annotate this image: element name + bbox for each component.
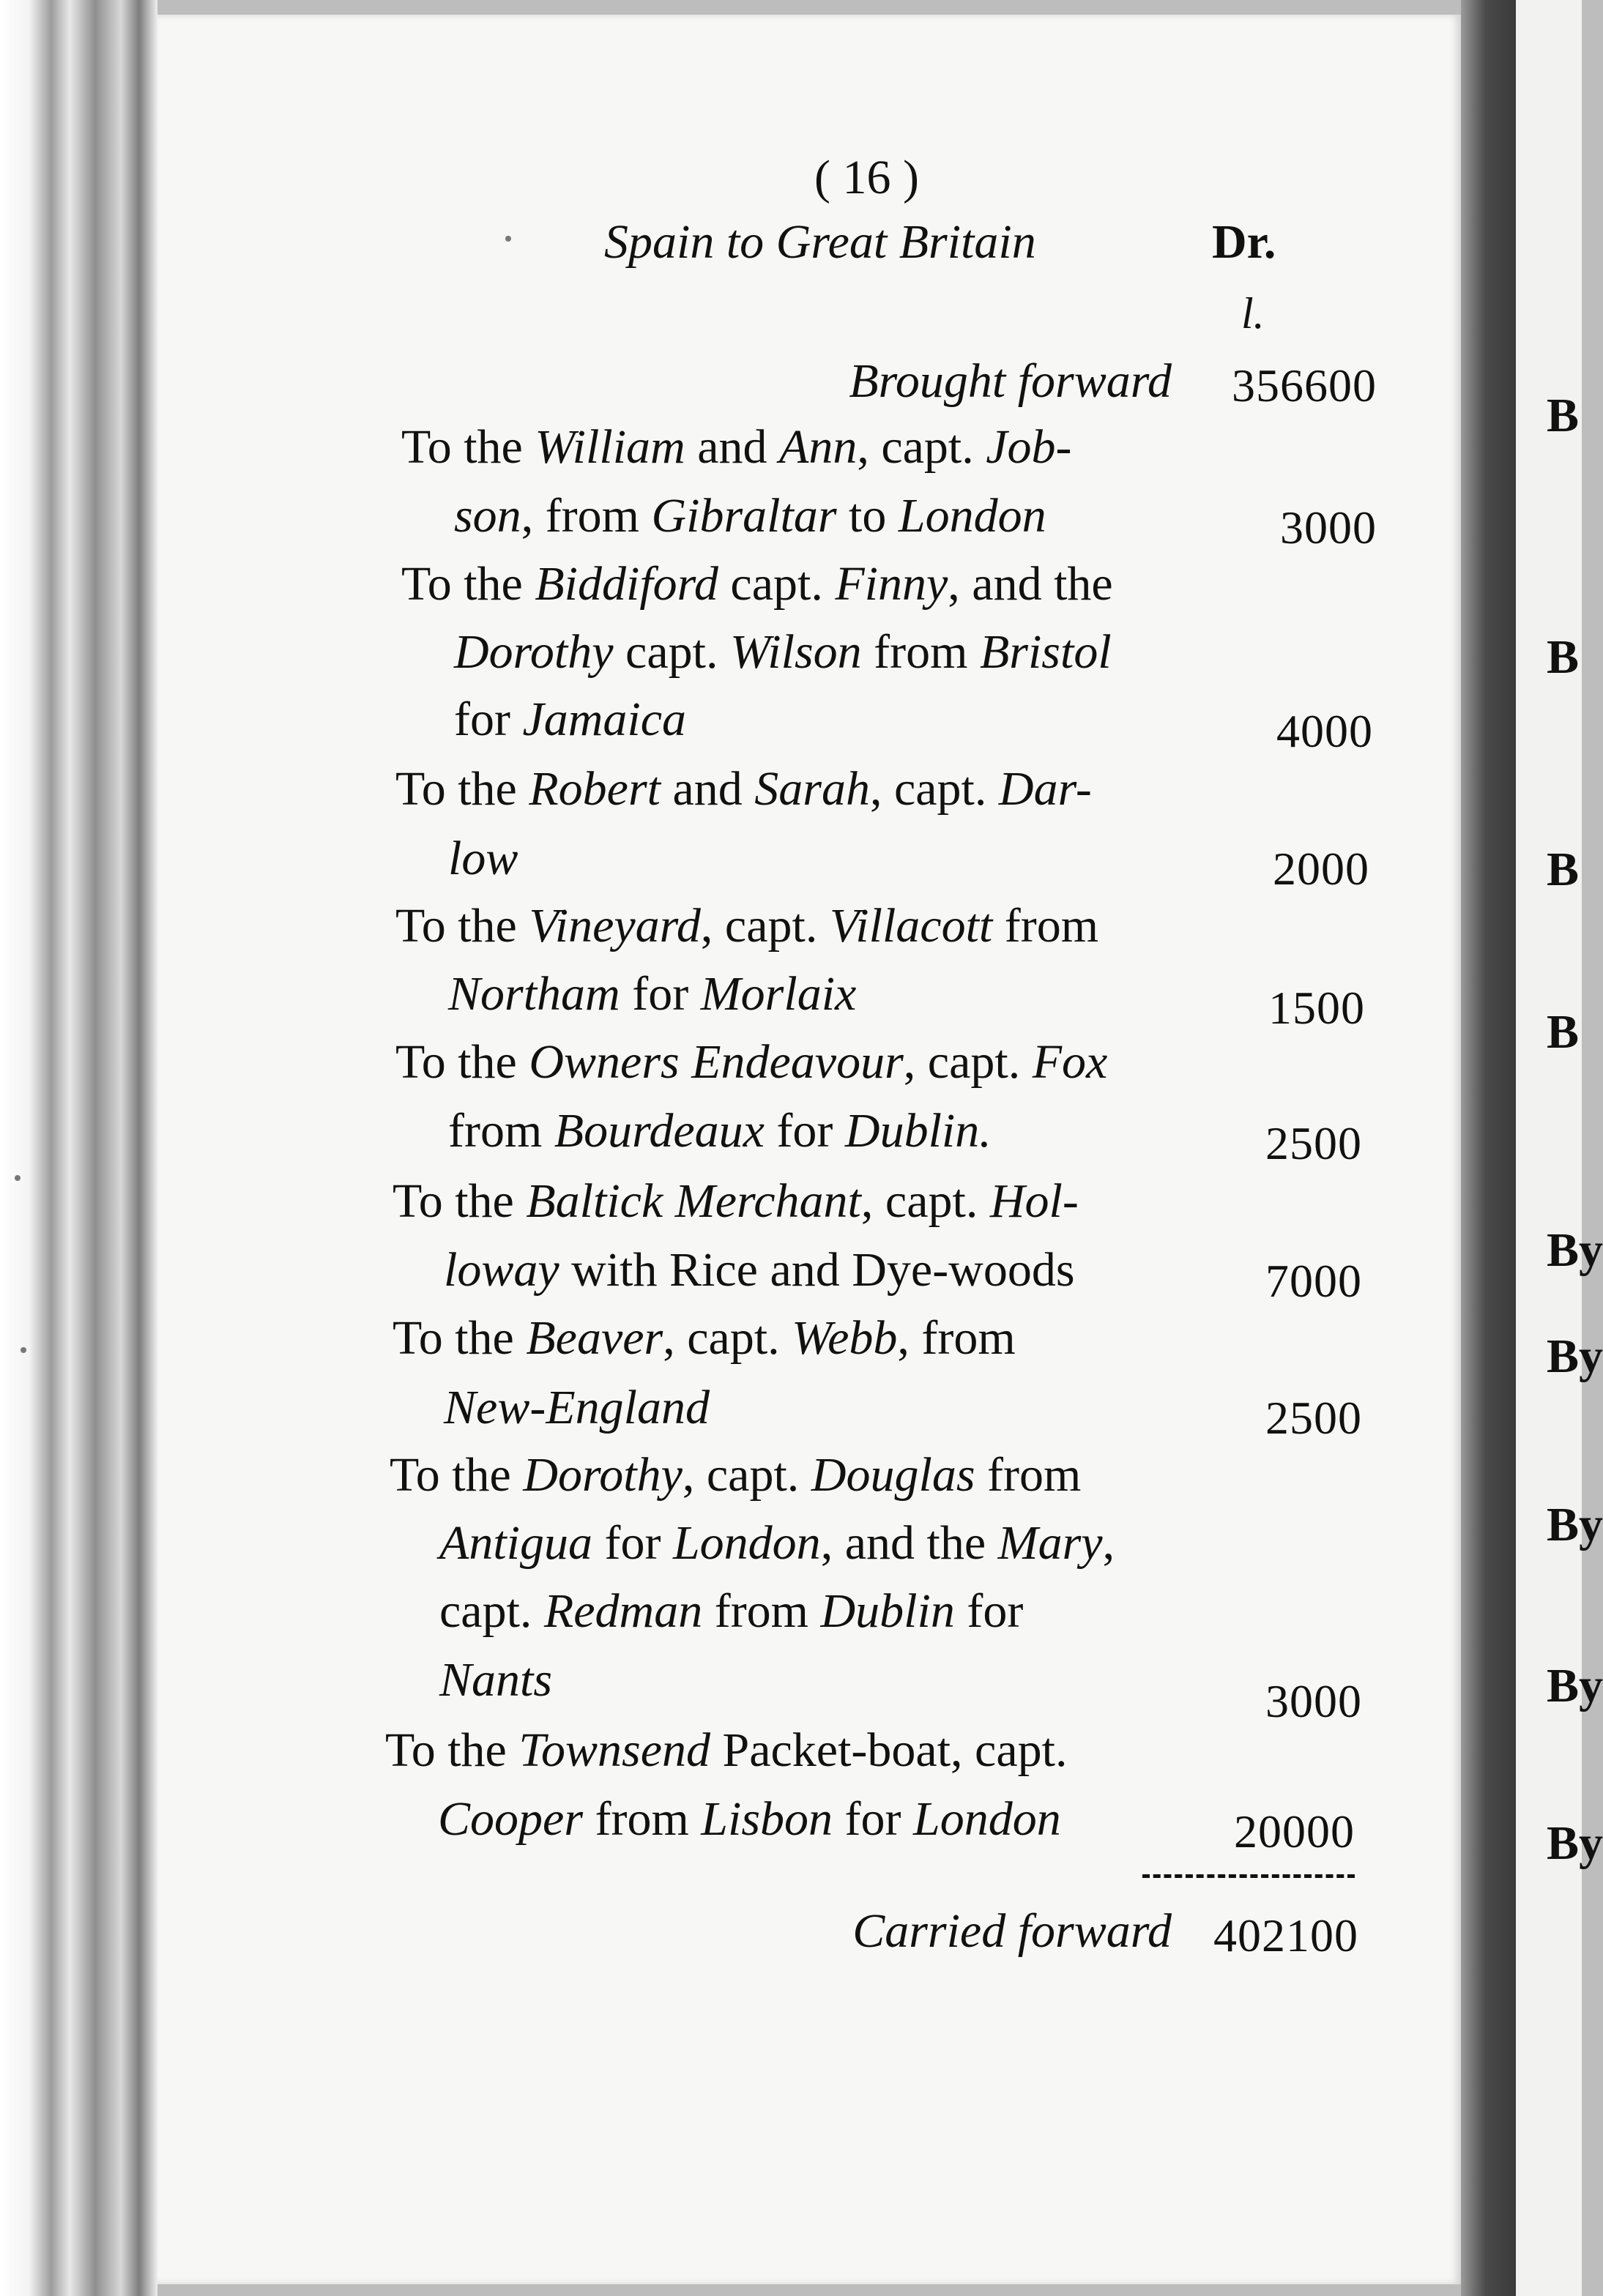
entry-text: Nants	[439, 1653, 553, 1707]
entry-text: , capt.	[700, 899, 830, 953]
entry-amount: 20000	[1234, 1805, 1355, 1857]
entry-text: from	[992, 899, 1099, 953]
book-left-edge	[0, 0, 157, 2296]
entry-text: capt.	[718, 557, 836, 611]
entry-text: , and the	[948, 557, 1113, 611]
entry-text: London	[672, 1516, 821, 1570]
entry-text: for	[454, 693, 523, 746]
entry-text: New-England	[444, 1381, 710, 1434]
entry-line	[393, 1174, 1079, 1228]
entry-line	[395, 762, 1092, 816]
entry-amount: 7000	[1265, 1255, 1362, 1307]
facing-page-glyph: B	[1547, 389, 1580, 442]
entry-text: To the	[385, 1723, 519, 1777]
entry-text: ,	[1102, 1516, 1115, 1570]
entry-text: London	[913, 1792, 1061, 1846]
entry-text: Job-	[986, 420, 1072, 474]
entry-text: for	[620, 967, 701, 1021]
entry-text: Webb	[792, 1311, 898, 1365]
entry-text: Dar-	[998, 762, 1092, 816]
entry-text: for	[833, 1792, 913, 1846]
entry-text: , capt.	[857, 420, 986, 474]
entry-text: , from	[897, 1311, 1016, 1365]
entry-line	[454, 625, 1112, 679]
entry-text: To the	[395, 1035, 529, 1089]
facing-page-glyph: By	[1547, 1223, 1603, 1277]
entry-text: Dorothy	[454, 625, 614, 679]
entry-text: and	[660, 762, 755, 816]
entry-text: with Rice and Dye-woods	[559, 1243, 1075, 1297]
page-number: ( 16 )	[814, 151, 919, 204]
entry-line	[395, 899, 1099, 953]
entry-text: London	[898, 489, 1046, 543]
entry-text: Vineyard	[529, 899, 701, 953]
entry-amount: 2500	[1265, 1117, 1362, 1169]
entry-text: son	[454, 489, 521, 543]
entry-line	[444, 1381, 710, 1434]
entry-text: , capt.	[903, 1035, 1033, 1089]
speck	[15, 1175, 21, 1181]
entry-line	[439, 1584, 1024, 1638]
entry-text: from	[583, 1792, 702, 1846]
currency-heading: l.	[1241, 289, 1265, 338]
entry-text: from	[448, 1104, 554, 1158]
entry-text: Lisbon	[701, 1792, 833, 1846]
entry-text: capt.	[439, 1584, 544, 1638]
entry-text: , capt.	[663, 1311, 792, 1365]
entry-text: Beaver	[526, 1311, 663, 1365]
entry-text: Cooper	[438, 1792, 583, 1846]
entry-text: loway	[444, 1243, 559, 1297]
entry-text: To the	[393, 1174, 527, 1228]
entry-text: to	[836, 489, 899, 543]
entry-text: To the	[395, 899, 529, 953]
entry-text: Dublin	[820, 1584, 955, 1638]
facing-page-glyph: By	[1547, 1498, 1603, 1551]
entry-text: , capt.	[869, 762, 999, 816]
entry-text: To the	[393, 1311, 527, 1365]
facing-page-glyph: By	[1547, 1659, 1603, 1712]
entry-text: Mary	[997, 1516, 1103, 1570]
entry-text: capt.	[613, 625, 730, 679]
entry-text: William	[535, 420, 685, 474]
carried-forward-amount: 402100	[1213, 1909, 1358, 1961]
entry-line	[438, 1792, 1061, 1846]
entry-text: Sarah	[754, 762, 870, 816]
entry-text: Dublin.	[844, 1104, 992, 1158]
entry-line	[401, 557, 1113, 611]
facing-page-glyph: By	[1547, 1330, 1603, 1383]
entry-text: Bristol	[979, 625, 1112, 679]
entry-text: Packet-boat, capt.	[710, 1723, 1068, 1777]
entry-line	[448, 1104, 992, 1158]
ledger-heading: Spain to Great Britain	[604, 215, 1036, 269]
entry-text: Hol-	[989, 1174, 1079, 1228]
entry-line	[401, 420, 1072, 474]
facing-page-glyph: B	[1547, 843, 1580, 896]
entry-text: Jamaica	[522, 693, 687, 746]
entry-text: Bourdeaux	[554, 1104, 765, 1158]
entry-line	[390, 1448, 1082, 1502]
entry-text: from	[975, 1448, 1082, 1502]
entry-text: To the	[395, 762, 529, 816]
entry-line	[393, 1311, 1016, 1365]
entry-amount: 3000	[1280, 502, 1377, 554]
entry-line	[444, 1243, 1075, 1297]
speck	[505, 236, 511, 242]
book-gutter	[1461, 0, 1516, 2296]
entry-line	[439, 1516, 1115, 1570]
entry-text: Ann	[779, 420, 858, 474]
carried-forward-label: Carried forward	[852, 1904, 1172, 1958]
entry-text: , and the	[820, 1516, 998, 1570]
entry-line	[454, 489, 1046, 543]
entry-line	[395, 1035, 1108, 1089]
entry-amount: 2000	[1273, 843, 1369, 895]
entry-line	[454, 693, 687, 746]
entry-text: Gibraltar	[651, 489, 837, 543]
facing-page-glyph: By	[1547, 1816, 1603, 1870]
entry-line	[448, 832, 518, 885]
entry-amount: 4000	[1276, 705, 1373, 757]
sum-rule	[1142, 1874, 1355, 1878]
entry-text: Finny	[835, 557, 948, 611]
entry-text: Morlaix	[700, 967, 857, 1021]
entry-text: Owners Endeavour	[529, 1035, 904, 1089]
debtor-mark: Dr.	[1212, 215, 1276, 269]
entry-text: Biddiford	[535, 557, 718, 611]
facing-page-glyph: B	[1547, 630, 1580, 684]
entry-text: for	[592, 1516, 673, 1570]
entry-text: To the	[401, 557, 535, 611]
entry-text: , capt.	[860, 1174, 990, 1228]
entry-text: Northam	[448, 967, 620, 1021]
entry-amount: 1500	[1268, 982, 1365, 1034]
entry-text: low	[448, 832, 518, 885]
entry-text: Robert	[529, 762, 661, 816]
entry-text: for	[764, 1104, 845, 1158]
entry-text: To the	[401, 420, 535, 474]
entry-text: , capt.	[682, 1448, 811, 1502]
entry-line	[385, 1723, 1068, 1777]
entry-text: Baltick Merchant	[526, 1174, 861, 1228]
entry-text: and	[685, 420, 779, 474]
entry-text: Villacott	[829, 899, 993, 953]
facing-page	[1516, 0, 1582, 2296]
speck	[21, 1347, 26, 1353]
brought-forward-amount: 356600	[1232, 359, 1377, 411]
entry-text: from	[702, 1584, 821, 1638]
entry-text: Fox	[1032, 1035, 1108, 1089]
facing-page-glyph: B	[1547, 1005, 1580, 1059]
entry-text: , from	[521, 489, 652, 543]
entry-text: To the	[390, 1448, 524, 1502]
entry-text: Wilson	[729, 625, 862, 679]
entry-amount: 3000	[1265, 1675, 1362, 1727]
entry-text: for	[954, 1584, 1024, 1638]
entry-text: Townsend	[518, 1723, 710, 1777]
brought-forward-label: Brought forward	[849, 354, 1172, 408]
entry-text: Douglas	[811, 1448, 975, 1502]
entry-text: Dorothy	[523, 1448, 683, 1502]
entry-line	[439, 1653, 553, 1707]
entry-amount: 2500	[1265, 1392, 1362, 1444]
entry-text: Antigua	[439, 1516, 592, 1570]
entry-text: from	[861, 625, 980, 679]
entry-text: Redman	[543, 1584, 703, 1638]
entry-line	[448, 967, 857, 1021]
